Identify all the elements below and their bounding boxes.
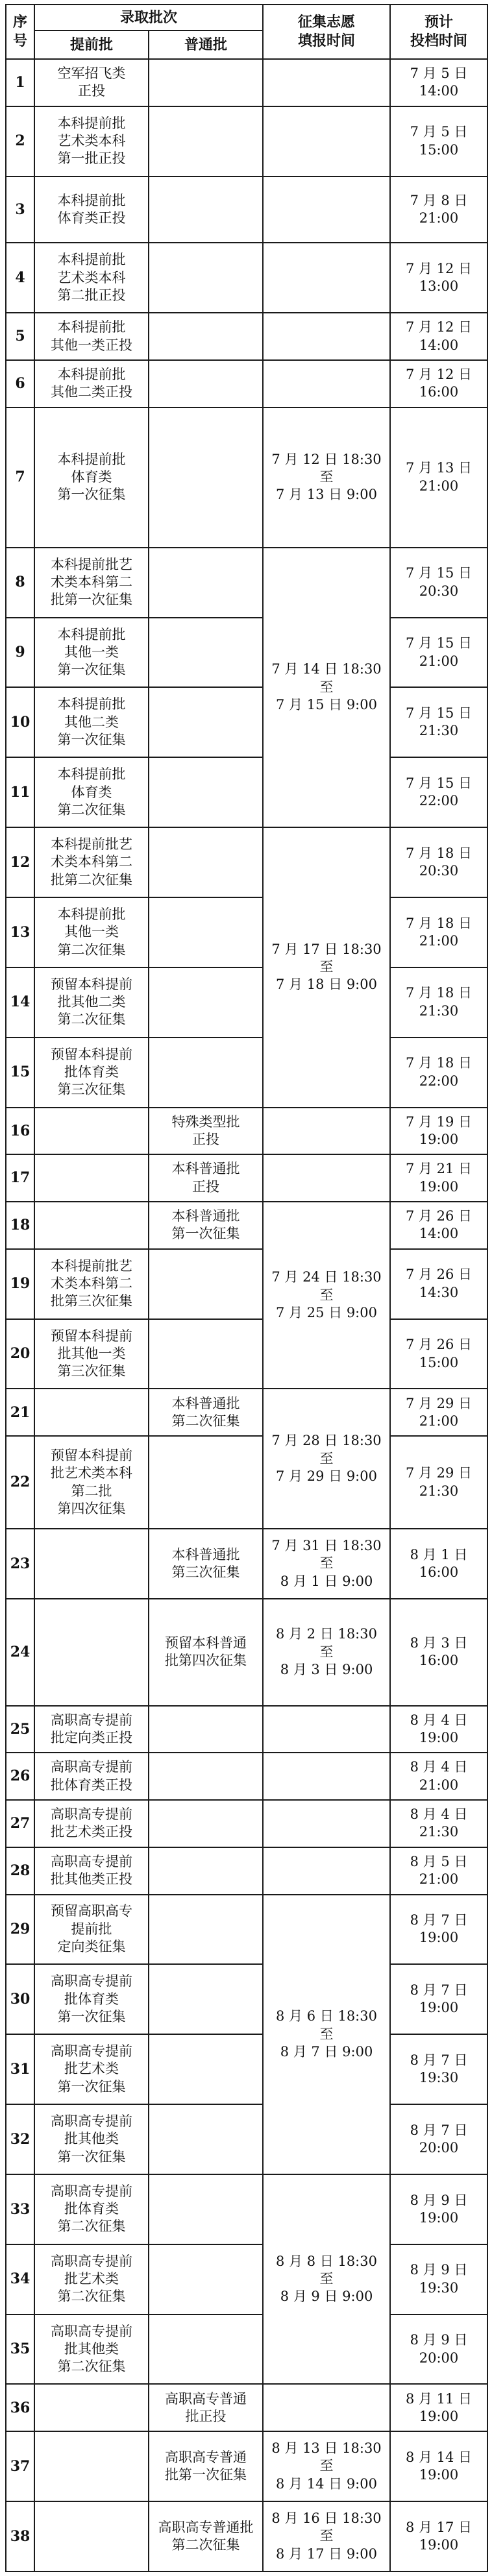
regular-batch-cell [149,897,263,967]
projected-time-cell: 7 月 13 日 21:00 [390,407,487,548]
row-number: 32 [6,2104,34,2174]
early-batch-cell [34,1154,149,1202]
early-batch-cell [34,1599,149,1706]
regular-batch-cell [149,548,263,618]
regular-batch-cell [149,59,263,106]
regular-batch-cell: 本科普通批 第二次征集 [149,1389,263,1436]
admission-schedule-table [5,4,488,2572]
regular-batch-cell: 高职高专普通 批正投 [149,2384,263,2431]
fill-window-cell [263,2384,390,2431]
row-number: 18 [6,1202,34,1249]
row-number: 29 [6,1895,34,1965]
regular-batch-cell [149,2034,263,2104]
table-row [6,176,487,243]
regular-batch-cell [149,1964,263,2034]
table-row [6,1599,487,1706]
projected-time-cell: 7 月 21 日 19:00 [390,1154,487,1202]
header-row-top [6,5,487,30]
projected-time-cell: 8 月 4 日 21:30 [390,1800,487,1847]
table-row [6,2104,487,2174]
table-row [6,1108,487,1155]
projected-time-cell: 8 月 11 日 19:00 [390,2384,487,2431]
table-row [6,59,487,106]
early-batch-cell: 本科提前批 艺术类本科 第一批正投 [34,106,149,176]
row-number: 17 [6,1154,34,1202]
table-row [6,548,487,618]
early-batch-cell: 本科提前批 其他二类正投 [34,360,149,407]
regular-batch-cell [149,1038,263,1108]
fill-window-cell: 7 月 14 日 18:30 至 7 月 15 日 9:00 [263,548,390,827]
fill-window-cell: 8 月 6 日 18:30 至 8 月 7 日 9:00 [263,1895,390,2174]
projected-time-cell: 7 月 18 日 21:30 [390,967,487,1038]
regular-batch-cell [149,407,263,548]
row-number: 14 [6,967,34,1038]
fill-window-cell: 8 月 16 日 18:30 至 8 月 17 日 9:00 [263,2501,390,2571]
fill-window-cell [263,1108,390,1155]
table-row [6,2034,487,2104]
row-number: 21 [6,1389,34,1436]
regular-batch-cell: 特殊类型批 正投 [149,1108,263,1155]
table-row [6,2315,487,2385]
early-batch-cell [34,2501,149,2571]
row-number: 25 [6,1706,34,1753]
projected-time-cell: 7 月 19 日 19:00 [390,1108,487,1155]
row-number: 1 [6,59,34,106]
fill-window-cell [263,313,390,360]
table-row [6,360,487,407]
early-batch-cell: 本科提前批 体育类 第二次征集 [34,757,149,827]
table-row [6,967,487,1038]
table-row [6,2501,487,2571]
row-number: 6 [6,360,34,407]
fill-window-cell [263,1800,390,1847]
fill-window-cell: 7 月 12 日 18:30 至 7 月 13 日 9:00 [263,407,390,548]
row-number: 33 [6,2174,34,2244]
row-number: 20 [6,1319,34,1389]
early-batch-cell [34,1529,149,1599]
regular-batch-cell [149,2244,263,2315]
fill-window-cell: 8 月 13 日 18:30 至 8 月 14 日 9:00 [263,2431,390,2501]
early-batch-cell: 本科提前批 其他一类 第一次征集 [34,618,149,688]
fill-window-cell [263,243,390,313]
early-batch-cell: 预留本科提前 批其他二类 第二次征集 [34,967,149,1038]
fill-window-cell: 8 月 8 日 18:30 至 8 月 9 日 9:00 [263,2174,390,2385]
table-row [6,243,487,313]
regular-batch-cell [149,1847,263,1895]
regular-batch-cell [149,1436,263,1529]
table-row [6,827,487,897]
regular-batch-cell [149,1249,263,1319]
row-number: 10 [6,687,34,757]
early-batch-cell: 高职高专提前 批其他类正投 [34,1847,149,1895]
regular-batch-cell [149,360,263,407]
table-row [6,106,487,176]
projected-time-cell: 8 月 7 日 19:30 [390,2034,487,2104]
table-row [6,1800,487,1847]
row-number: 19 [6,1249,34,1319]
projected-time-cell: 8 月 17 日 19:00 [390,2501,487,2571]
projected-time-cell: 7 月 12 日 16:00 [390,360,487,407]
table-row [6,407,487,548]
fill-window-cell: 7 月 24 日 18:30 至 7 月 25 日 9:00 [263,1202,390,1389]
regular-batch-cell [149,618,263,688]
projected-time-cell: 8 月 9 日 19:30 [390,2244,487,2315]
header-early: 提前批 [34,30,149,59]
projected-time-cell: 7 月 8 日 21:00 [390,176,487,243]
fill-window-cell [263,360,390,407]
regular-batch-cell [149,687,263,757]
regular-batch-cell [149,1706,263,1753]
regular-batch-cell: 本科普通批 第三次征集 [149,1529,263,1599]
projected-time-cell: 7 月 15 日 21:00 [390,618,487,688]
early-batch-cell [34,2384,149,2431]
regular-batch-cell [149,967,263,1038]
header-projected: 预计 投档时间 [390,5,487,59]
table-row [6,1964,487,2034]
row-number: 4 [6,243,34,313]
regular-batch-cell [149,176,263,243]
early-batch-cell: 高职高专提前 批体育类 第二次征集 [34,2174,149,2244]
projected-time-cell: 8 月 5 日 21:00 [390,1847,487,1895]
regular-batch-cell [149,1895,263,1965]
regular-batch-cell: 本科普通批 第一次征集 [149,1202,263,1249]
row-number: 34 [6,2244,34,2315]
fill-window-cell [263,1154,390,1202]
early-batch-cell: 本科提前批艺 术类本科第二 批第二次征集 [34,827,149,897]
table-row [6,313,487,360]
regular-batch-cell: 预留本科普通 批第四次征集 [149,1599,263,1706]
early-batch-cell: 本科提前批 其他一类 第二次征集 [34,897,149,967]
row-number: 2 [6,106,34,176]
row-number: 9 [6,618,34,688]
projected-time-cell: 8 月 4 日 21:00 [390,1753,487,1800]
regular-batch-cell: 本科普通批 正投 [149,1154,263,1202]
projected-time-cell: 8 月 14 日 19:00 [390,2431,487,2501]
fill-window-cell [263,176,390,243]
projected-time-cell: 7 月 18 日 22:00 [390,1038,487,1108]
table-row [6,687,487,757]
fill-window-cell [263,1847,390,1895]
table-row [6,1706,487,1753]
row-number: 35 [6,2315,34,2385]
regular-batch-cell [149,2315,263,2385]
table-row [6,1753,487,1800]
fill-window-cell [263,1706,390,1753]
early-batch-cell: 本科提前批 其他二类 第一次征集 [34,687,149,757]
projected-time-cell: 7 月 18 日 21:00 [390,897,487,967]
projected-time-cell: 7 月 26 日 14:00 [390,1202,487,1249]
fill-window-cell [263,106,390,176]
early-batch-cell: 高职高专提前 批艺术类 第一次征集 [34,2034,149,2104]
projected-time-cell: 7 月 26 日 15:00 [390,1319,487,1389]
table-row [6,2174,487,2244]
row-number: 7 [6,407,34,548]
row-number: 16 [6,1108,34,1155]
table-row [6,1389,487,1436]
early-batch-cell: 高职高专提前 批其他类 第一次征集 [34,2104,149,2174]
early-batch-cell [34,1389,149,1436]
table-row [6,2244,487,2315]
projected-time-cell: 7 月 29 日 21:00 [390,1389,487,1436]
regular-batch-cell [149,1800,263,1847]
projected-time-cell: 8 月 1 日 16:00 [390,1529,487,1599]
early-batch-cell: 本科提前批 其他一类正投 [34,313,149,360]
projected-time-cell: 7 月 18 日 20:30 [390,827,487,897]
table-row [6,757,487,827]
projected-time-cell: 8 月 7 日 19:00 [390,1895,487,1965]
row-number: 24 [6,1599,34,1706]
fill-window-cell: 7 月 28 日 18:30 至 7 月 29 日 9:00 [263,1389,390,1529]
projected-time-cell: 7 月 15 日 20:30 [390,548,487,618]
early-batch-cell: 本科提前批艺 术类本科第二 批第一次征集 [34,548,149,618]
row-number: 15 [6,1038,34,1108]
projected-time-cell: 8 月 3 日 16:00 [390,1599,487,1706]
projected-time-cell: 7 月 15 日 22:00 [390,757,487,827]
fill-window-cell [263,1753,390,1800]
regular-batch-cell: 高职高专普通批 第二次征集 [149,2501,263,2571]
table-row [6,1847,487,1895]
row-number: 11 [6,757,34,827]
row-number: 22 [6,1436,34,1529]
regular-batch-cell [149,1753,263,1800]
table-row [6,897,487,967]
row-number: 3 [6,176,34,243]
table-row [6,1319,487,1389]
projected-time-cell: 7 月 12 日 14:00 [390,313,487,360]
table-row [6,2384,487,2431]
table-row [6,1436,487,1529]
projected-time-cell: 7 月 15 日 21:30 [390,687,487,757]
projected-time-cell: 8 月 7 日 20:00 [390,2104,487,2174]
early-batch-cell: 高职高专提前 批体育类正投 [34,1753,149,1800]
row-number: 26 [6,1753,34,1800]
row-number: 38 [6,2501,34,2571]
table-row [6,1895,487,1965]
row-number: 37 [6,2431,34,2501]
regular-batch-cell [149,313,263,360]
early-batch-cell: 高职高专提前 批艺术类 第二次征集 [34,2244,149,2315]
fill-window-cell: 7 月 17 日 18:30 至 7 月 18 日 9:00 [263,827,390,1107]
early-batch-cell [34,1202,149,1249]
fill-window-cell: 7 月 31 日 18:30 至 8 月 1 日 9:00 [263,1529,390,1599]
row-number: 13 [6,897,34,967]
early-batch-cell: 预留本科提前 批艺术类本科 第二批 第四次征集 [34,1436,149,1529]
header-regular: 普通批 [149,30,263,59]
table-row [6,1154,487,1202]
projected-time-cell: 7 月 29 日 21:30 [390,1436,487,1529]
header-window: 征集志愿 填报时间 [263,5,390,59]
projected-time-cell: 7 月 26 日 14:30 [390,1249,487,1319]
row-number: 30 [6,1964,34,2034]
projected-time-cell: 8 月 4 日 19:00 [390,1706,487,1753]
early-batch-cell: 空军招飞类 正投 [34,59,149,106]
regular-batch-cell [149,243,263,313]
projected-time-cell: 7 月 5 日 14:00 [390,59,487,106]
regular-batch-cell [149,757,263,827]
fill-window-cell [263,59,390,106]
early-batch-cell: 本科提前批 艺术类本科 第二批正投 [34,243,149,313]
regular-batch-cell: 高职高专普通 批第一次征集 [149,2431,263,2501]
early-batch-cell: 预留本科提前 批体育类 第三次征集 [34,1038,149,1108]
early-batch-cell: 本科提前批艺 术类本科第二 批第三次征集 [34,1249,149,1319]
fill-window-cell: 8 月 2 日 18:30 至 8 月 3 日 9:00 [263,1599,390,1706]
table-row [6,618,487,688]
projected-time-cell: 8 月 9 日 19:00 [390,2174,487,2244]
schedule-body [6,59,487,2571]
table-row [6,1249,487,1319]
row-number: 23 [6,1529,34,1599]
table-row [6,1038,487,1108]
early-batch-cell: 预留高职高专 提前批 定向类征集 [34,1895,149,1965]
regular-batch-cell [149,1319,263,1389]
early-batch-cell: 高职高专提前 批其他类 第二次征集 [34,2315,149,2385]
early-batch-cell: 高职高专提前 批艺术类正投 [34,1800,149,1847]
table-row [6,1529,487,1599]
regular-batch-cell [149,2174,263,2244]
table-row [6,1202,487,1249]
row-number: 12 [6,827,34,897]
early-batch-cell: 本科提前批 体育类正投 [34,176,149,243]
regular-batch-cell [149,106,263,176]
row-number: 28 [6,1847,34,1895]
row-number: 31 [6,2034,34,2104]
header-seq: 序 号 [6,5,34,59]
early-batch-cell: 高职高专提前 批定向类正投 [34,1706,149,1753]
early-batch-cell: 预留本科提前 批其他一类 第三次征集 [34,1319,149,1389]
regular-batch-cell [149,2104,263,2174]
early-batch-cell [34,1108,149,1155]
row-number: 5 [6,313,34,360]
row-number: 27 [6,1800,34,1847]
header-batch: 录取批次 [34,5,263,30]
row-number: 8 [6,548,34,618]
table-row [6,2431,487,2501]
projected-time-cell: 8 月 7 日 19:00 [390,1964,487,2034]
projected-time-cell: 7 月 12 日 13:00 [390,243,487,313]
early-batch-cell [34,2431,149,2501]
row-number: 36 [6,2384,34,2431]
early-batch-cell: 高职高专提前 批体育类 第一次征集 [34,1964,149,2034]
early-batch-cell: 本科提前批 体育类 第一次征集 [34,407,149,548]
projected-time-cell: 8 月 9 日 20:00 [390,2315,487,2385]
regular-batch-cell [149,827,263,897]
projected-time-cell: 7 月 5 日 15:00 [390,106,487,176]
